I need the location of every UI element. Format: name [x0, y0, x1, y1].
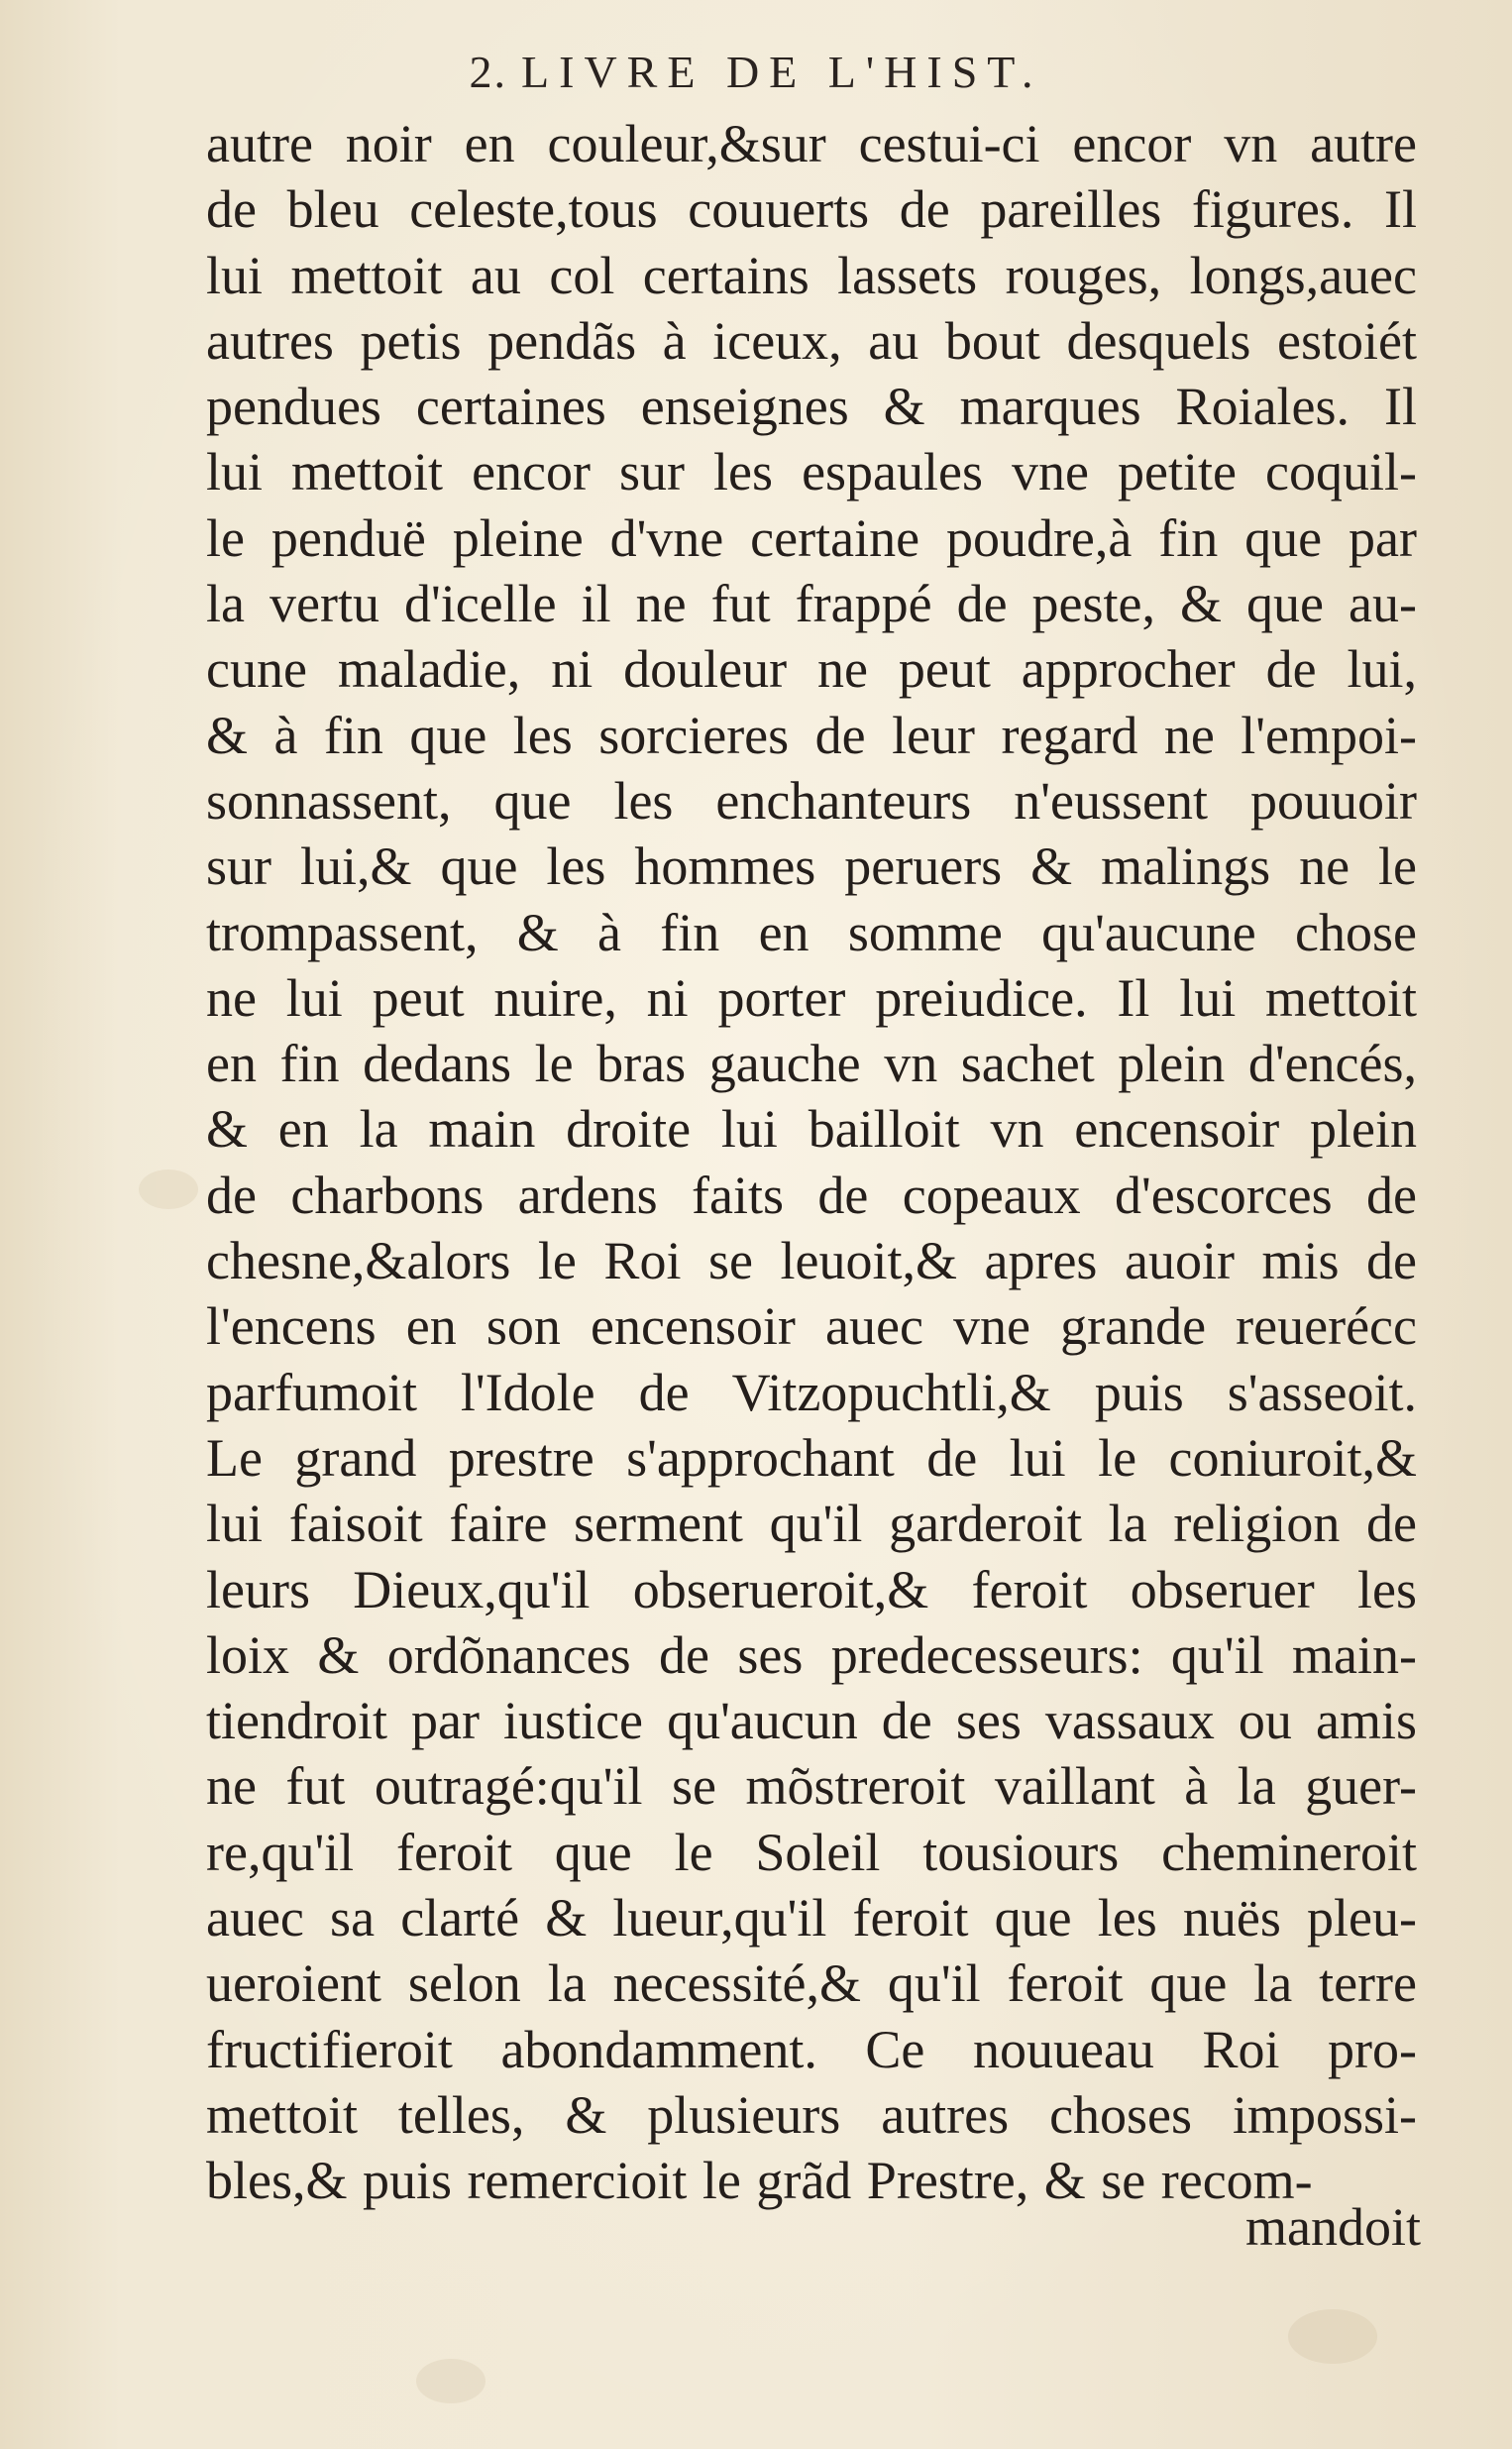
- text-line: tiendroit par iustice qu'aucun de ses vassaux ou amis: [206, 1691, 1417, 1751]
- body-text: [206, 111, 1417, 2214]
- catchword: mandoit: [1245, 2197, 1421, 2257]
- text-line: trompassent, & à fin en somme qu'aucune chose: [206, 902, 1417, 962]
- text-line: sonnassent, que les enchanteurs n'eussent pouuoir: [206, 770, 1417, 831]
- running-title: LIVRE DE L'HIST.: [521, 47, 1043, 97]
- paper-stain: [139, 1169, 198, 1209]
- text-line: en fin dedans le bras gauche vn sachet plein d'encés,: [206, 1034, 1417, 1094]
- text-line: re,qu'il feroit que le Soleil tousiours chemineroit: [206, 1822, 1417, 1882]
- text-line: chesne,&alors le Roi se leuoit,& apres auoir mis de: [206, 1231, 1417, 1291]
- paper-stain: [416, 2359, 486, 2403]
- text-line: & en la main droite lui bailloit vn encensoir plein: [206, 1099, 1417, 1160]
- text-line: pendues certaines enseignes & marques Roiales. Il: [206, 377, 1417, 437]
- page-number: 2.: [469, 47, 508, 97]
- text-line: l'encens en son encensoir auec vne grande reuerécc: [206, 1296, 1417, 1357]
- text-line: mettoit telles, & plusieurs autres choses impossi-: [206, 2084, 1417, 2145]
- text-line: leurs Dieux,qu'il obserueroit,& feroit obseruer les: [206, 1559, 1417, 1619]
- text-line: de charbons ardens faits de copeaux d'escorces de: [206, 1165, 1417, 1225]
- paper-stain: [1288, 2309, 1377, 2364]
- text-line: loix & ordõnances de ses predecesseurs: qu'il main-: [206, 1624, 1417, 1685]
- text-line: de bleu celeste,tous couuerts de pareilles figures. Il: [206, 179, 1417, 240]
- text-line: parfumoit l'Idole de Vitzopuchtli,& puis s'asseoit.: [206, 1362, 1417, 1422]
- text-line: le penduë pleine d'vne certaine poudre,à fin que par: [206, 507, 1417, 568]
- text-line: ueroient selon la necessité,& qu'il feroit que la terre: [206, 1953, 1417, 2014]
- text-line: sur lui,& que les hommes peruers & malings ne le: [206, 836, 1417, 897]
- text-line: ne fut outragé:qu'il se mõstreroit vaillant à la guer-: [206, 1756, 1417, 1817]
- text-line: la vertu d'icelle il ne fut frappé de peste, & que au-: [206, 574, 1417, 634]
- text-line: autres petis pendãs à iceux, au bout desquels estoiét: [206, 310, 1417, 371]
- text-line: fructifieroit abondamment. Ce nouueau Roi pro-: [206, 2019, 1417, 2079]
- text-line: auec sa clarté & lueur,qu'il feroit que les nuës pleu-: [206, 1888, 1417, 1948]
- text-line: autre noir en couleur,&sur cestui-ci encor vn autre: [206, 114, 1417, 173]
- text-line: cune maladie, ni douleur ne peut approcher de lui,: [206, 639, 1417, 700]
- text-line: Le grand prestre s'approchant de lui le coniuroit,&: [206, 1427, 1417, 1488]
- text-line: & à fin que les sorcieres de leur regard ne l'empoi-: [206, 705, 1417, 765]
- text-line: bles,& puis remercioit le grãd Prestre, & se recom-: [206, 2151, 1313, 2211]
- text-line: lui faisoit faire serment qu'il garderoit la religion de: [206, 1494, 1417, 1554]
- running-head: [0, 38, 1512, 107]
- text-line: lui mettoit encor sur les espaules vne petite coquil-: [206, 442, 1417, 502]
- text-line: lui mettoit au col certains lassets rouges, longs,auec: [206, 245, 1417, 305]
- text-line: ne lui peut nuire, ni porter preiudice. Il lui mettoit: [206, 967, 1417, 1028]
